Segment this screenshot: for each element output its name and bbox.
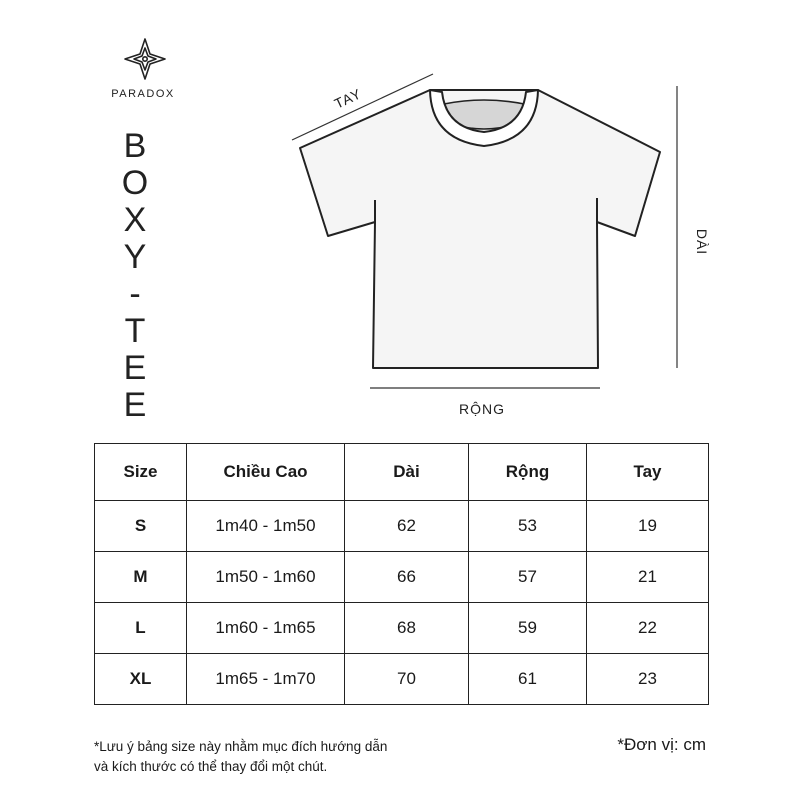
note-line: *Lưu ý bảng size này nhằm mục đích hướng dẫn: [94, 739, 388, 754]
sleeve-cell: 19: [587, 501, 709, 552]
header-sleeve: Tay: [587, 444, 709, 501]
sleeve-cell: 22: [587, 603, 709, 654]
length-cell: 68: [345, 603, 469, 654]
length-cell: 62: [345, 501, 469, 552]
header-height: Chiều Cao: [187, 444, 345, 501]
title-letter: E: [123, 386, 147, 424]
sleeve-cell: 23: [587, 654, 709, 705]
width-cell: 57: [469, 552, 587, 603]
title-letter: O: [121, 164, 149, 202]
title-letter: Y: [123, 238, 147, 276]
height-cell: 1m50 - 1m60: [187, 552, 345, 603]
title-letter: B: [123, 127, 147, 165]
width-cell: 61: [469, 654, 587, 705]
brand-name: PARADOX: [111, 88, 175, 100]
size-table: [94, 443, 709, 705]
table-row: [95, 654, 709, 705]
table-row: [95, 603, 709, 654]
title-letter: X: [123, 201, 147, 239]
title-letter: E: [123, 349, 147, 387]
table-row: [95, 552, 709, 603]
size-cell: XL: [95, 654, 187, 705]
width-cell: 59: [469, 603, 587, 654]
height-cell: 1m40 - 1m50: [187, 501, 345, 552]
tay-label: TAY: [331, 85, 365, 112]
rong-label: RỘNG: [459, 401, 505, 417]
header-size: Size: [95, 444, 187, 501]
table-row: [95, 501, 709, 552]
size-cell: S: [95, 501, 187, 552]
unit-label: *Đơn vị: cm: [617, 735, 706, 754]
tshirt-outline-icon: [300, 90, 660, 368]
size-note: [94, 737, 454, 777]
title-letter: -: [129, 275, 141, 313]
sleeve-cell: 21: [587, 552, 709, 603]
length-cell: 70: [345, 654, 469, 705]
size-cell: M: [95, 552, 187, 603]
width-cell: 53: [469, 501, 587, 552]
dai-label: DÀI: [694, 228, 710, 256]
height-cell: 1m60 - 1m65: [187, 603, 345, 654]
size-cell: L: [95, 603, 187, 654]
header-width: Rộng: [469, 444, 587, 501]
title-letter: T: [124, 312, 146, 350]
table-header-row: [95, 444, 709, 501]
length-cell: 66: [345, 552, 469, 603]
note-line: và kích thước có thể thay đổi một chút.: [94, 759, 328, 774]
header-length: Dài: [345, 444, 469, 501]
height-cell: 1m65 - 1m70: [187, 654, 345, 705]
